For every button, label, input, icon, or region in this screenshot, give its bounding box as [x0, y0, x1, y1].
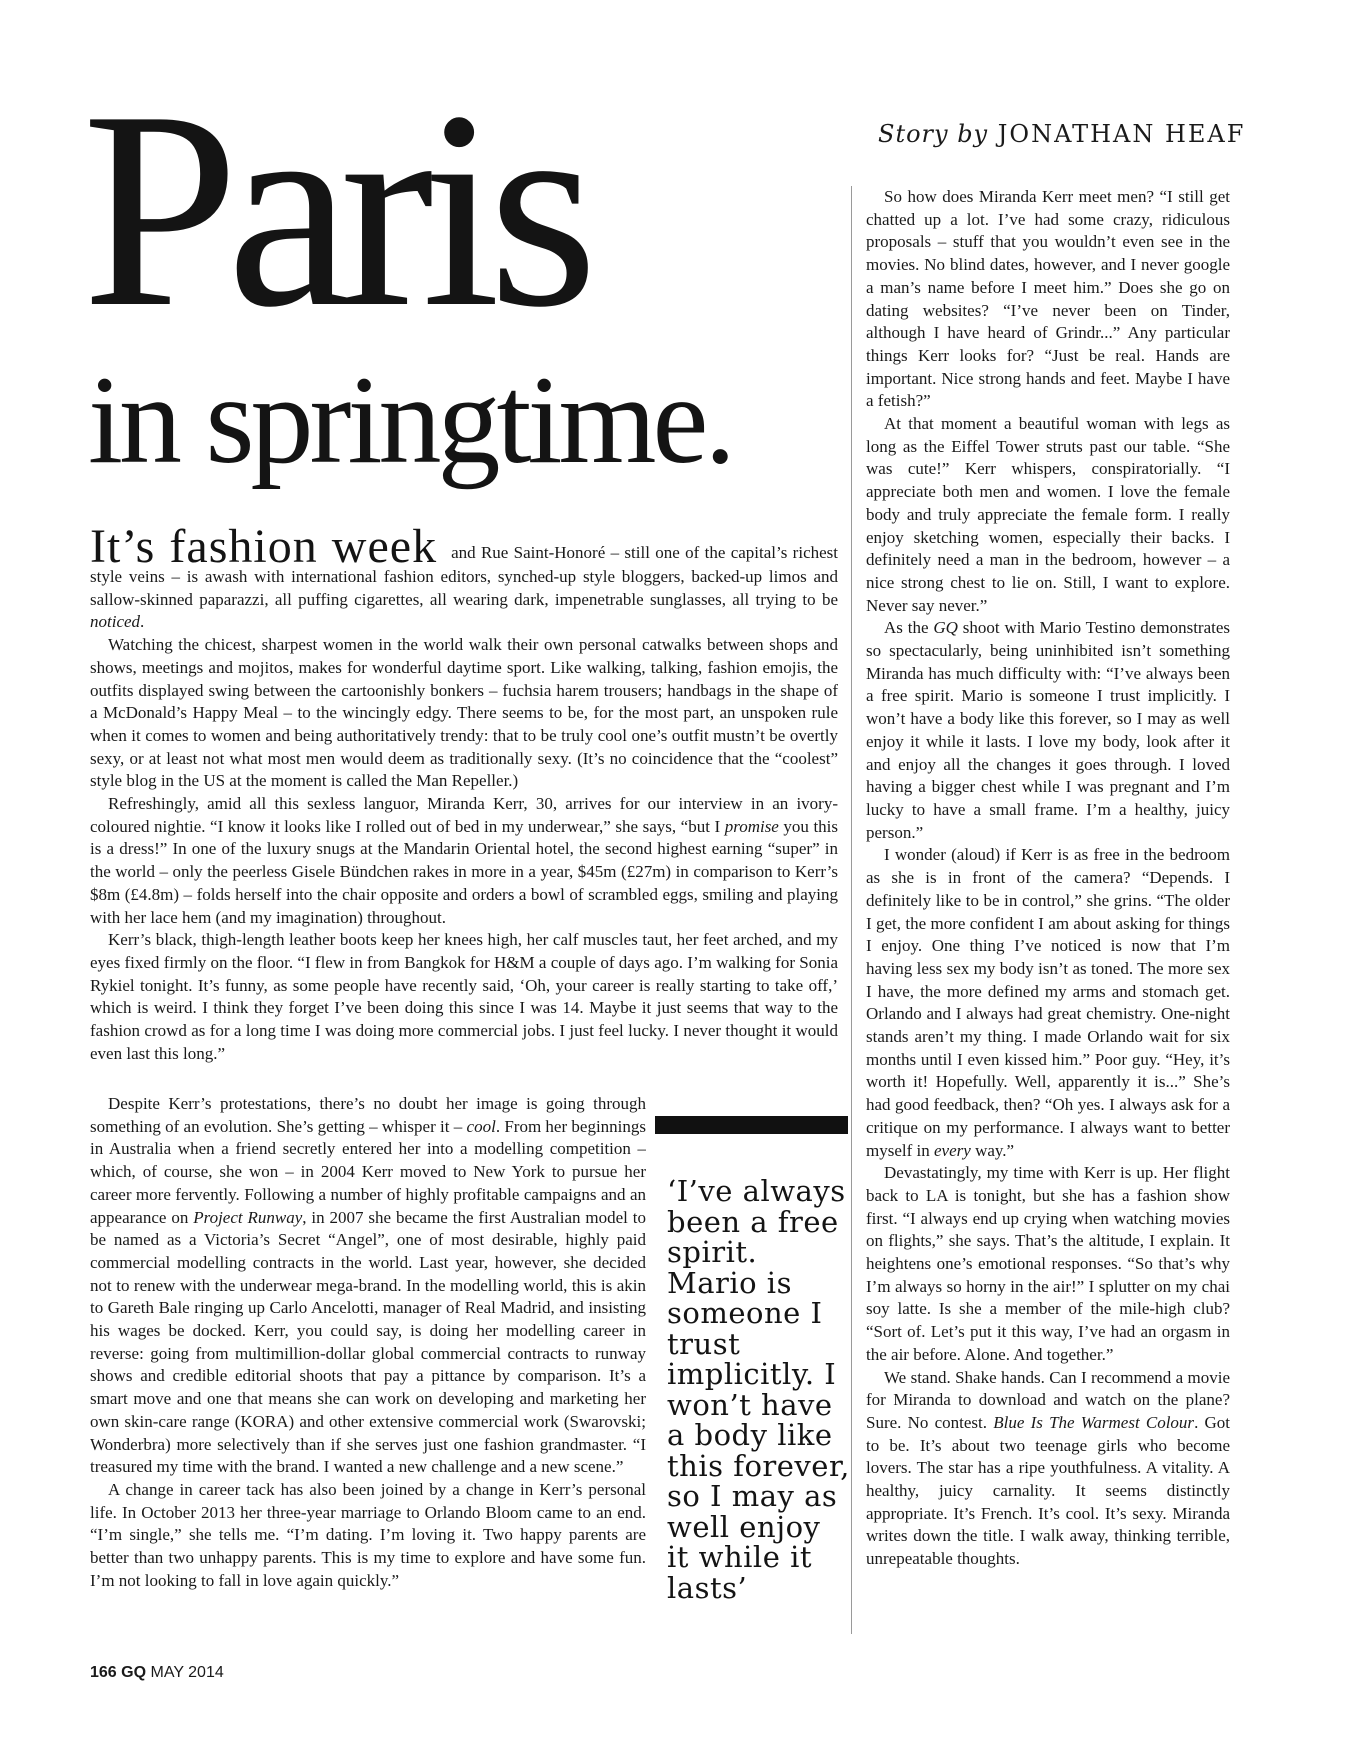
paragraph-text: you this is a dress!” In one of the luxury snugs at the Mandarin Oriental hotel, the second highest earning “super” in the world – only the peerless Gisele Bündchen rakes in more in a year, $45m (£27m) in comparison to Kerr’s $8m (£4.8m) – folds herself into the chair opposite and orders a bowl of scrambled eggs, smiling and playing with her lace hem (and my imagination) throughout.: [90, 816, 838, 927]
headline-line-1: Paris: [82, 53, 586, 365]
lower-left-column: [90, 1093, 646, 1633]
magazine-name: GQ: [121, 1664, 147, 1681]
issue-date: MAY 2014: [150, 1664, 224, 1681]
paragraph: At that moment a beautiful woman with legs as long as the Eiffel Tower struts past our table. “She was cute!” Kerr whispers, conspiratorially. “I appreciate both men and women. I love the female body and truly appreciate the female form. I really enjoy sketching women, especially their backs. I definitely need a man in the bedroom, however – a nice strong chest to lie on. Still, I want to explore. Never say never.”: [866, 414, 1230, 615]
byline: [878, 120, 1246, 148]
paragraph-text: As the: [884, 618, 929, 638]
paragraph-text: shoot with Mario Testino demonstrates so spectacularly, being uninhibited isn’t something Miranda has much difficulty with: “I’ve always been a free spirit. Mario is someone I trust implicitly. I won’t have a body like this forever, so I may as well enjoy it while it lasts. I love my body, look after it and enjoy all the changes it goes through. I loved having a bigger chest while I was pregnant and I’m lucky to have a small frame. I’m a healthy, juicy person.”: [866, 618, 1230, 842]
lead-in: It’s fashion week: [90, 528, 438, 573]
intro-emphasis: noticed: [90, 612, 141, 632]
paragraph: Kerr’s black, thigh-length leather boots keep her knees high, her calf muscles taut, her feet arched, and my eyes fixed firmly on the floor. “I flew in from Bangkok for H&M a couple of days ago. I’m walking for Sonia Rykiel tonight. It’s funny, as some people have recently said, ‘Oh, your career is really starting to take off,’ which is weird. I think they forget I’ve been doing this since I was 14. Maybe it just seems that way to the fashion crowd as for a long time I was doing more commercial jobs. I just feel lucky. I never thought it would even last this long.”: [90, 930, 838, 1063]
paragraph: [90, 793, 838, 929]
paragraph-emphasis: Project Runway: [193, 1207, 303, 1227]
intro-end: .: [140, 612, 145, 632]
paragraph: A change in career tack has also been joined by a change in Kerr’s personal life. In October 2013 her three-year marriage to Orlando Bloom came to an end. “I’m single,” she tells me. “I’m dating. I’m loving it. Two happy parents are better than two unhappy parents. This is my time to explore and have some fun. I’m not looking to fall in love again quickly.”: [90, 1479, 646, 1590]
paragraph-text: Despite Kerr’s protestations, there’s no doubt her image is going through something of an evolution. She’s getting – whisper it –: [90, 1094, 646, 1136]
paragraph-text: We stand. Shake hands. Can I recommend a movie for Miranda to download and watch on the plane? Sure. No contest.: [866, 1367, 1230, 1432]
pullquote: ‘I’ve always been a free spirit. Mario is someone I trust implicitly. I won’t have a body like this forever, so I may as well enjoy it while it lasts’: [667, 1174, 850, 1605]
paragraph-text: Refreshingly, amid all this sexless languor, Miranda Kerr, 30, arrives for our interview in an ivory-coloured nightie. “I know it looks like I rolled out of bed in my underwear,” she says, “but I: [90, 794, 838, 836]
paragraph: [866, 1367, 1230, 1571]
right-column: [866, 186, 1230, 1636]
intro-text: and Rue Saint-Honoré – still one of the capital’s richest style veins – is awash with international fashion editors, synched-up style bloggers, backed-up limos and sallow-skinned paparazzi, all puffing cigarettes, all wearing dark, impenetrable sunglasses, all trying to be: [90, 543, 838, 609]
paragraph: [90, 1093, 646, 1479]
paragraph-text: . Got to be. It’s about two teenage girls who become lovers. The star has a ripe youthfulness. A vitality. A healthy, juicy carnality. It seems distinctly appropriate. It’s French. It’s cool. It’s sexy. Miranda writes down the title. I walk away, thinking terrible, unrepeatable thoughts.: [866, 1412, 1230, 1569]
paragraph-emphasis: GQ: [933, 618, 958, 638]
page-number: 166: [90, 1664, 117, 1681]
paragraph: [866, 617, 1230, 844]
paragraph-text: . From her beginnings in Australia when a friend secretly entered her into a modelling competition – which, of course, she won – in 2004 Kerr moved to New York to pursue her career more fervently. Following a number of highly profitable campaigns and an appearance on: [90, 1116, 646, 1227]
main-column: [90, 528, 838, 1108]
paragraph-text: way.”: [975, 1140, 1015, 1160]
headline-line-2: in springtime.: [88, 351, 732, 490]
byline-prefix: Story by: [878, 120, 989, 148]
paragraph: Devastatingly, my time with Kerr is up. Her flight back to LA is tonight, but she has a fashion show first. “I always end up crying when watching movies on flights,” she says. That’s the altitude, I explain. It heightens one’s emotional responses. “So that’s why I’m always so horny in the air!” I splutter on my chai soy latte. Is she a member of the mile-high club? “Sort of. Let’s put it this way, I’ve had an orgasm in the air before. Alone. And together.”: [866, 1163, 1230, 1364]
paragraph-text: , in 2007 she became the first Australian model to be named as a Victoria’s Secret “Angel”, one of most desirable, highly paid commercial modelling contracts in the world. Last year, however, she decided not to renew with the underwear mega-brand. In the modelling world, this is akin to Gareth Bale ringing up Carlo Ancelotti, manager of Real Madrid, and insisting his wages be docked. Kerr, you could say, is doing her modelling career in reverse: going from multimillion-dollar global commercial contracts to runway shows and credible editorial shoots that pay a pittance by comparison. It’s a smart move and one that means she can work on developing and marketing her own skin-care range (KORA) and other extensive commercial work (Swarovski; Wonderbra) more selectively than if she serves just one fashion grandmaster. “I treasured my time with the brand. I wanted a new challenge and a new scene.”: [90, 1207, 646, 1477]
paragraph-emphasis: promise: [724, 816, 779, 836]
folio: [90, 1664, 224, 1682]
intro-paragraph: [90, 528, 838, 634]
byline-author: JONATHAN HEAF: [997, 120, 1246, 148]
paragraph: So how does Miranda Kerr meet men? “I still get chatted up a lot. I’ve had some crazy, ridiculous proposals – stuff that you wouldn’t even see in the movies. No blind dates, however, and I never google a man’s name before I meet him.” Does she go on dating websites? “I’ve never been on Tinder, although I have heard of Grindr...” Any particular things Kerr looks for? “Just be real. Hands are important. Nice strong hands and feet. Maybe I have a fetish?”: [866, 187, 1230, 411]
paragraph-emphasis: every: [934, 1140, 971, 1160]
paragraph: Watching the chicest, sharpest women in the world walk their own personal catwalks between shops and shows, meetings and mojitos, makes for wonderful daytime sport. Like walking, talking, fashion emojis, the outfits displayed swing between the cartoonishly bonkers – fuchsia harem trousers; handbags in the shape of a McDonald’s Happy Meal – to the wincingly edgy. There seems to be, for the most part, an unspoken rule when it comes to women and being authoritatively trendy: that to be truly cool one’s outfit mustn’t be overtly sexy, or at least not what most men would deem as traditionally sexy. (It’s no coincidence that the “coolest” style blog in the US at the moment is called the Man Repeller.): [90, 635, 838, 791]
paragraph: [866, 844, 1230, 1162]
pullquote-rule-bar: [655, 1116, 848, 1134]
paragraph-text: I wonder (aloud) if Kerr is as free in the bedroom as she is in front of the camera? “Depends. I definitely like to be in control,” she grins. “The older I get, the more confident I am about asking for things I enjoy. One thing I’ve noticed is now that I’m having less sex my body isn’t as toned. The more sex I have, the more defined my arms and stomach get. Orlando and I always had great chemistry. One-night stands aren’t my thing. I made Orlando wait for six months until I even kissed him.” Poor guy. “Hey, it’s worth it! Hopefully. Well, apparently it is...” She’s had good feedback, then? “Oh yes. I always ask for a critique on my performance. I always want to better myself in: [866, 845, 1230, 1160]
column-divider: [851, 186, 852, 1634]
paragraph-emphasis: Blue Is The Warmest Colour: [993, 1412, 1195, 1432]
paragraph-emphasis: cool: [466, 1116, 496, 1136]
